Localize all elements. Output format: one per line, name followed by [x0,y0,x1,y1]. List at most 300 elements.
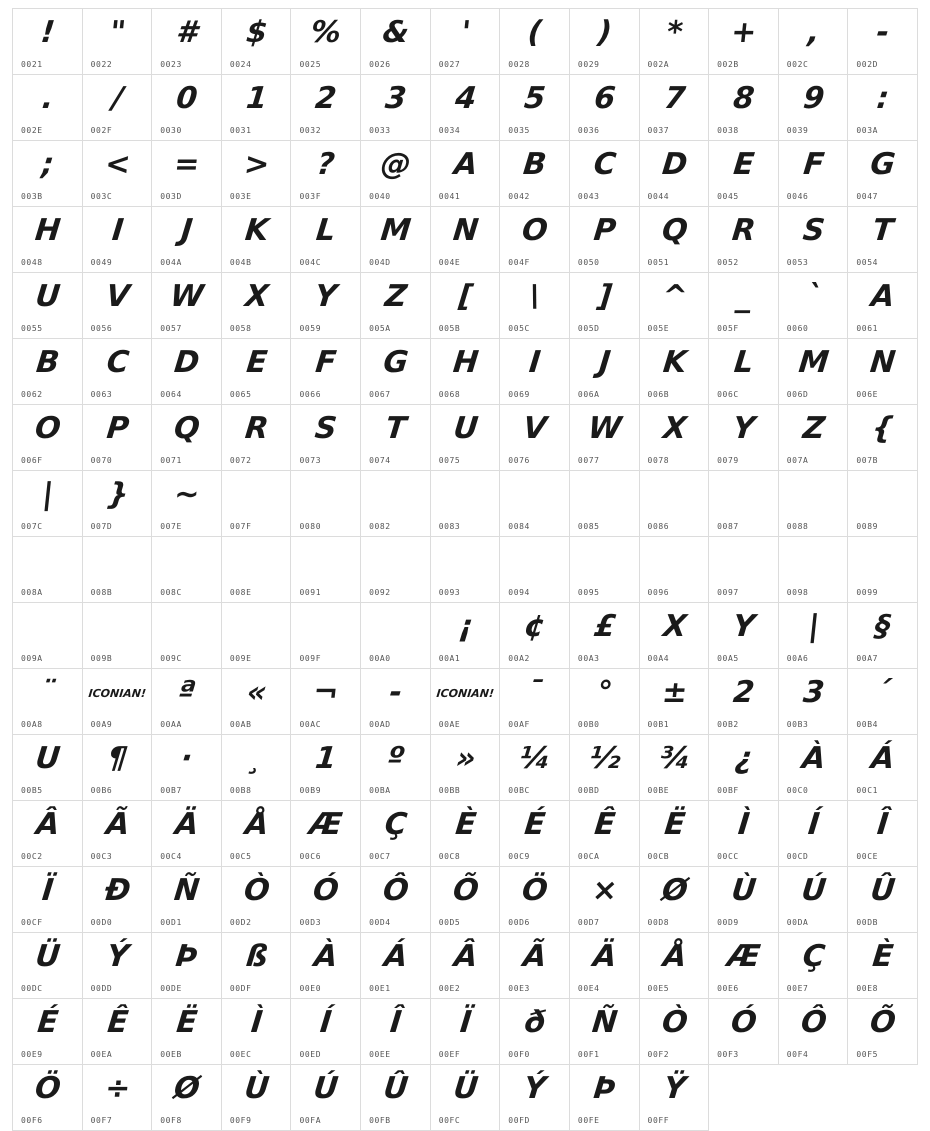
glyph-cell[interactable] [431,141,501,207]
glyph-cell[interactable] [570,405,640,471]
glyph-cell[interactable] [291,273,361,339]
glyph-cell[interactable] [361,9,431,75]
glyph-codepoint: 0048 [21,258,43,267]
glyph-cell[interactable] [431,9,501,75]
glyph-cell[interactable] [83,75,153,141]
glyph-preview: N [451,213,479,248]
glyph-cell[interactable] [361,471,431,537]
glyph-codepoint: 00B4 [856,720,879,729]
glyph-preview: D [660,147,688,182]
glyph-cell[interactable] [222,339,292,405]
glyph-cell[interactable] [570,75,640,141]
glyph-cell[interactable] [779,471,849,537]
glyph-cell[interactable] [83,405,153,471]
glyph-cell[interactable] [13,405,83,471]
glyph-cell[interactable] [222,669,292,735]
glyph-cell[interactable] [152,603,222,669]
glyph-cell[interactable] [779,141,849,207]
glyph-cell[interactable] [222,999,292,1065]
glyph-cell[interactable] [291,801,361,867]
glyph-cell[interactable] [152,405,222,471]
glyph-cell[interactable] [709,603,779,669]
glyph-codepoint: 00DC [21,984,43,993]
glyph-cell[interactable] [779,933,849,999]
glyph-cell[interactable] [709,669,779,735]
glyph-cell[interactable] [291,339,361,405]
glyph-cell[interactable] [83,603,153,669]
glyph-preview: ¶ [106,741,128,776]
glyph-cell[interactable] [291,471,361,537]
glyph-cell[interactable] [570,537,640,603]
glyph-preview: T [383,411,408,446]
glyph-cell[interactable] [848,471,918,537]
glyph-codepoint: 00D8 [647,918,670,927]
glyph-cell[interactable] [500,603,570,669]
glyph-cell[interactable] [570,999,640,1065]
glyph-cell[interactable] [222,735,292,801]
glyph-preview: Ÿ [661,1071,687,1106]
glyph-cell[interactable] [848,141,918,207]
glyph-codepoint: 006D [786,390,809,399]
glyph-preview: · [179,741,194,776]
glyph-cell[interactable] [222,9,292,75]
glyph-cell[interactable] [291,75,361,141]
glyph-cell[interactable] [640,537,710,603]
glyph-cell[interactable] [361,999,431,1065]
glyph-codepoint: 00AA [160,720,182,729]
glyph-cell[interactable] [570,867,640,933]
glyph-cell[interactable] [709,471,779,537]
glyph-preview [570,473,640,517]
glyph-codepoint: 0078 [647,456,670,465]
glyph-codepoint: 005E [647,324,670,333]
glyph-cell[interactable] [779,669,849,735]
glyph-cell[interactable] [222,603,292,669]
glyph-preview: V [521,411,548,446]
glyph-cell[interactable] [13,9,83,75]
glyph-cell[interactable] [500,75,570,141]
glyph-cell[interactable] [640,339,710,405]
glyph-cell[interactable] [431,207,501,273]
glyph-cell[interactable] [222,141,292,207]
glyph-cell[interactable] [570,339,640,405]
glyph-cell[interactable] [640,207,710,273]
glyph-cell[interactable] [640,1065,710,1131]
glyph-cell[interactable] [431,669,501,735]
glyph-cell[interactable] [709,933,779,999]
glyph-cell[interactable] [152,1065,222,1131]
glyph-cell[interactable] [361,735,431,801]
glyph-cell[interactable] [570,735,640,801]
glyph-cell[interactable] [848,801,918,867]
glyph-cell[interactable] [709,867,779,933]
glyph-cell[interactable] [431,867,501,933]
glyph-codepoint: 00F4 [786,1050,809,1059]
glyph-cell[interactable] [222,1065,292,1131]
glyph-codepoint: 003F [299,192,322,201]
glyph-cell[interactable] [709,75,779,141]
glyph-codepoint: 00A8 [21,720,43,729]
glyph-cell[interactable] [431,735,501,801]
glyph-cell[interactable] [222,75,292,141]
glyph-cell[interactable] [291,1065,361,1131]
glyph-preview: Q [659,213,688,248]
glyph-cell[interactable] [848,9,918,75]
glyph-codepoint: 007A [786,456,809,465]
glyph-cell[interactable] [640,75,710,141]
glyph-cell[interactable] [709,537,779,603]
glyph-preview: Ã [521,939,548,974]
glyph-cell[interactable] [222,537,292,603]
glyph-cell[interactable] [848,405,918,471]
glyph-preview: { [870,411,895,446]
glyph-cell[interactable] [709,9,779,75]
glyph-cell[interactable] [83,801,153,867]
glyph-cell[interactable] [83,537,153,603]
glyph-cell[interactable] [640,273,710,339]
glyph-cell[interactable] [222,405,292,471]
glyph-preview: È [453,807,477,842]
glyph-preview: W [586,411,623,446]
glyph-codepoint: 00F9 [229,1116,252,1125]
glyph-cell[interactable] [500,801,570,867]
glyph-cell[interactable] [640,471,710,537]
glyph-codepoint: 00B6 [90,786,113,795]
glyph-cell[interactable] [152,669,222,735]
glyph-cell[interactable] [431,1065,501,1131]
glyph-preview: ~ [172,477,201,512]
glyph-cell[interactable] [361,801,431,867]
glyph-cell[interactable] [779,735,849,801]
glyph-codepoint: 00E8 [856,984,879,993]
glyph-cell[interactable] [431,933,501,999]
glyph-preview: W [168,279,205,314]
glyph-cell[interactable] [431,75,501,141]
glyph-cell[interactable] [570,471,640,537]
glyph-cell[interactable] [779,999,849,1065]
glyph-cell[interactable] [291,999,361,1065]
glyph-cell[interactable] [570,603,640,669]
glyph-cell[interactable] [222,471,292,537]
glyph-cell[interactable] [13,141,83,207]
glyph-cell[interactable] [779,801,849,867]
glyph-cell[interactable] [152,933,222,999]
glyph-preview: ¸ [247,741,266,776]
glyph-cell[interactable] [500,339,570,405]
glyph-preview: ¢ [522,609,547,644]
glyph-codepoint: 0093 [438,588,461,597]
glyph-codepoint: 0044 [647,192,670,201]
glyph-cell[interactable] [570,273,640,339]
glyph-cell[interactable] [500,537,570,603]
glyph-preview: G [869,147,897,182]
glyph-cell[interactable] [709,141,779,207]
glyph-codepoint: 0097 [717,588,739,597]
glyph-cell[interactable] [779,867,849,933]
glyph-cell[interactable] [500,141,570,207]
glyph-preview: Ë [662,807,686,842]
glyph-cell[interactable] [152,867,222,933]
glyph-codepoint: 0067 [369,390,391,399]
glyph-cell[interactable] [83,867,153,933]
glyph-cell[interactable] [361,1065,431,1131]
glyph-cell[interactable] [848,273,918,339]
glyph-cell[interactable] [640,141,710,207]
glyph-cell[interactable] [83,471,153,537]
glyph-cell[interactable] [361,603,431,669]
glyph-cell[interactable] [570,1065,640,1131]
glyph-preview: Ï [458,1005,472,1040]
glyph-cell[interactable] [500,471,570,537]
glyph-codepoint: 002D [856,60,879,69]
glyph-cell[interactable] [13,867,83,933]
glyph-cell[interactable] [13,669,83,735]
glyph-cell[interactable] [361,207,431,273]
glyph-cell[interactable] [222,933,292,999]
glyph-cell[interactable] [431,273,501,339]
glyph-codepoint: 002C [786,60,809,69]
glyph-cell[interactable] [431,999,501,1065]
glyph-cell[interactable] [152,537,222,603]
glyph-cell[interactable] [640,933,710,999]
glyph-cell[interactable] [779,9,849,75]
glyph-cell[interactable] [83,141,153,207]
glyph-cell[interactable] [222,207,292,273]
glyph-codepoint: 002E [21,126,43,135]
glyph-codepoint: 0098 [786,588,809,597]
glyph-cell[interactable] [848,669,918,735]
glyph-cell[interactable] [709,207,779,273]
glyph-preview [779,473,849,517]
glyph-cell[interactable] [709,735,779,801]
glyph-cell[interactable] [361,75,431,141]
glyph-cell[interactable] [709,999,779,1065]
glyph-preview [570,539,640,583]
glyph-cell[interactable] [83,207,153,273]
glyph-cell[interactable] [361,933,431,999]
glyph-preview [152,605,222,649]
glyph-cell[interactable] [291,207,361,273]
glyph-cell[interactable] [291,933,361,999]
glyph-cell[interactable] [13,75,83,141]
glyph-cell[interactable] [779,537,849,603]
glyph-cell[interactable] [152,339,222,405]
glyph-cell[interactable] [848,339,918,405]
glyph-cell[interactable] [13,735,83,801]
glyph-cell[interactable] [361,405,431,471]
glyph-cell[interactable] [431,471,501,537]
glyph-codepoint: 00B2 [717,720,739,729]
glyph-cell[interactable] [500,9,570,75]
glyph-cell[interactable] [13,1065,83,1131]
glyph-codepoint: 0054 [856,258,879,267]
glyph-codepoint: 003C [90,192,113,201]
glyph-cell[interactable] [640,405,710,471]
glyph-cell[interactable] [13,801,83,867]
glyph-codepoint: 00EE [369,1050,391,1059]
glyph-cell[interactable] [500,405,570,471]
glyph-codepoint: 00BD [577,786,600,795]
glyph-cell[interactable] [500,999,570,1065]
glyph-cell[interactable] [570,9,640,75]
glyph-cell[interactable] [779,339,849,405]
glyph-cell[interactable] [361,339,431,405]
glyph-cell[interactable] [152,9,222,75]
glyph-cell[interactable] [709,339,779,405]
glyph-preview: @ [379,147,412,182]
glyph-codepoint: 00CC [717,852,739,861]
glyph-cell[interactable] [570,801,640,867]
glyph-cell[interactable] [848,933,918,999]
glyph-cell[interactable] [431,801,501,867]
glyph-codepoint: 0079 [717,456,739,465]
glyph-cell[interactable] [13,471,83,537]
glyph-codepoint: 00B1 [647,720,670,729]
glyph-cell[interactable] [13,999,83,1065]
glyph-cell[interactable] [291,9,361,75]
glyph-cell[interactable] [640,801,710,867]
glyph-codepoint: 00FB [369,1116,391,1125]
glyph-codepoint: 0066 [299,390,322,399]
glyph-cell[interactable] [152,273,222,339]
glyph-preview: Å [660,939,687,974]
glyph-cell[interactable] [500,1065,570,1131]
glyph-cell[interactable] [83,273,153,339]
glyph-cell[interactable] [291,603,361,669]
glyph-preview [83,605,153,649]
glyph-cell[interactable] [431,405,501,471]
glyph-preview [13,539,83,583]
glyph-cell[interactable] [361,867,431,933]
glyph-cell[interactable] [222,801,292,867]
glyph-codepoint: 00F7 [90,1116,113,1125]
glyph-cell[interactable] [361,273,431,339]
glyph-cell[interactable] [361,537,431,603]
glyph-cell[interactable] [291,405,361,471]
glyph-cell[interactable] [83,735,153,801]
glyph-cell[interactable] [431,339,501,405]
glyph-cell[interactable] [152,75,222,141]
glyph-cell[interactable] [640,603,710,669]
glyph-preview: E [731,147,756,182]
glyph-cell[interactable] [709,801,779,867]
glyph-cell[interactable] [848,75,918,141]
glyph-cell[interactable] [222,867,292,933]
glyph-cell[interactable] [291,867,361,933]
glyph-cell[interactable] [500,207,570,273]
glyph-preview: U [451,411,479,446]
glyph-cell[interactable] [291,141,361,207]
glyph-cell[interactable] [640,669,710,735]
glyph-cell[interactable] [152,471,222,537]
glyph-cell[interactable] [500,273,570,339]
glyph-preview: O [520,213,549,248]
glyph-codepoint: 0021 [21,60,43,69]
glyph-cell[interactable] [848,207,918,273]
glyph-preview: Ö [520,873,549,908]
glyph-cell[interactable] [570,669,640,735]
glyph-cell[interactable] [83,669,153,735]
glyph-cell[interactable] [848,603,918,669]
glyph-cell[interactable] [13,273,83,339]
glyph-cell[interactable] [848,999,918,1065]
glyph-cell[interactable] [83,1065,153,1131]
glyph-codepoint: 00BB [438,786,461,795]
glyph-cell[interactable] [13,339,83,405]
glyph-cell[interactable] [570,207,640,273]
glyph-cell[interactable] [13,537,83,603]
glyph-cell[interactable] [779,603,849,669]
glyph-cell[interactable] [848,867,918,933]
glyph-cell[interactable] [152,801,222,867]
glyph-cell[interactable] [13,603,83,669]
glyph-cell[interactable] [709,273,779,339]
glyph-cell[interactable] [500,669,570,735]
glyph-cell[interactable] [848,735,918,801]
glyph-codepoint: 0034 [438,126,461,135]
glyph-preview: ) [596,15,613,50]
glyph-cell[interactable] [431,603,501,669]
glyph-cell[interactable] [779,75,849,141]
glyph-codepoint: 00A9 [90,720,113,729]
glyph-cell[interactable] [291,537,361,603]
glyph-cell[interactable] [291,735,361,801]
glyph-preview: Ú [799,873,827,908]
glyph-cell[interactable] [152,735,222,801]
glyph-cell[interactable] [152,207,222,273]
glyph-cell[interactable] [779,405,849,471]
glyph-codepoint: 00A4 [647,654,670,663]
glyph-cell[interactable] [848,537,918,603]
glyph-codepoint: 008E [229,588,252,597]
glyph-cell[interactable] [640,999,710,1065]
glyph-cell[interactable] [640,9,710,75]
glyph-preview: É [35,1005,59,1040]
glyph-cell[interactable] [431,537,501,603]
glyph-cell[interactable] [83,933,153,999]
glyph-cell[interactable] [13,933,83,999]
glyph-cell[interactable] [361,141,431,207]
glyph-cell[interactable] [222,273,292,339]
glyph-cell[interactable] [500,933,570,999]
glyph-preview: | [40,477,55,512]
glyph-cell[interactable] [779,273,849,339]
glyph-cell[interactable] [779,207,849,273]
glyph-cell[interactable] [640,867,710,933]
glyph-preview: Ë [174,1005,199,1040]
glyph-cell[interactable] [709,405,779,471]
glyph-cell[interactable] [570,933,640,999]
glyph-cell[interactable] [83,9,153,75]
glyph-cell[interactable] [13,207,83,273]
glyph-codepoint: 007D [90,522,113,531]
glyph-cell[interactable] [83,999,153,1065]
glyph-cell[interactable] [500,867,570,933]
glyph-preview: 0 [174,81,199,116]
glyph-preview [779,539,849,583]
glyph-codepoint: 00E1 [369,984,391,993]
glyph-cell[interactable] [640,735,710,801]
glyph-cell[interactable] [500,735,570,801]
glyph-cell[interactable] [152,999,222,1065]
glyph-cell[interactable] [291,669,361,735]
glyph-preview: 1 [244,81,268,116]
glyph-codepoint: 00D3 [299,918,322,927]
glyph-cell[interactable] [570,141,640,207]
glyph-cell[interactable] [83,339,153,405]
glyph-cell[interactable] [361,669,431,735]
glyph-cell[interactable] [152,141,222,207]
